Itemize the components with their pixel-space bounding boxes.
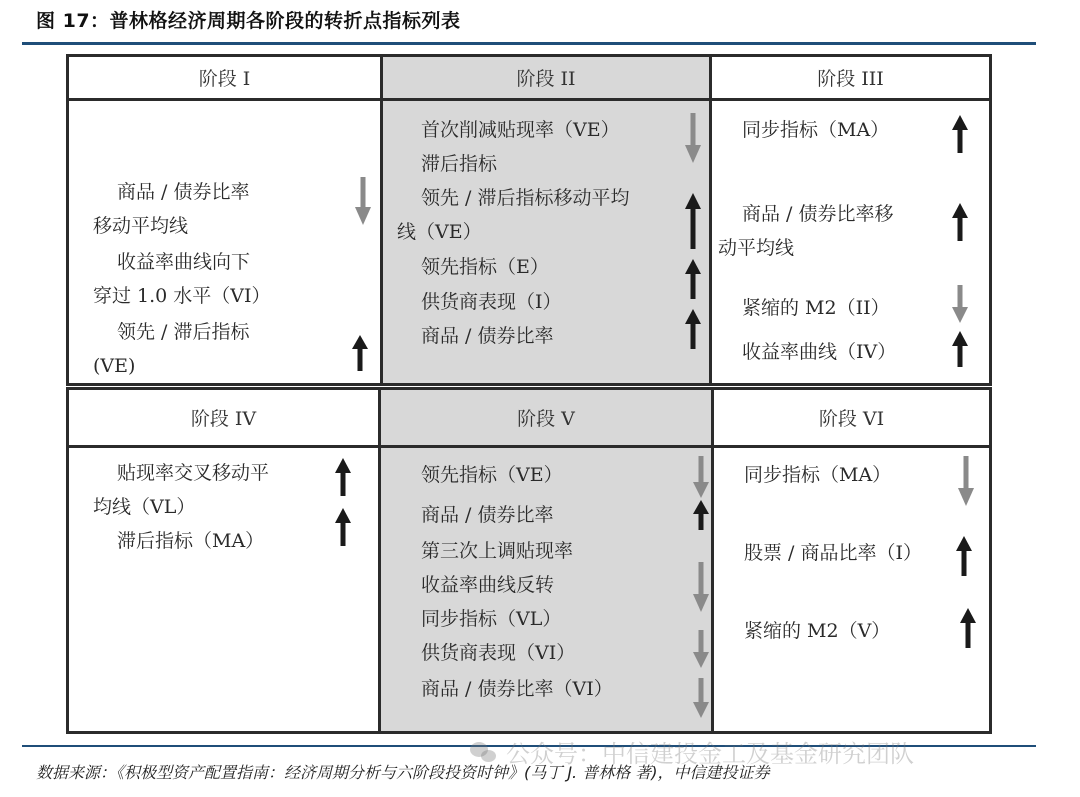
down-arrow-icon bbox=[952, 285, 968, 323]
stage-3-line: 同步指标（MA） bbox=[742, 119, 890, 141]
stage-2-header: 阶段 II bbox=[383, 57, 709, 101]
up-arrow-icon bbox=[952, 115, 968, 153]
watermark-text: 公众号：中信建投金工及基金研究团队 bbox=[506, 740, 914, 768]
up-arrow-icon bbox=[952, 331, 968, 367]
down-arrow-icon bbox=[355, 177, 371, 225]
stage-5-line: 同步指标（VL） bbox=[421, 608, 562, 630]
figure-title: 图 17：普林格经济周期各阶段的转折点指标列表 bbox=[36, 10, 461, 32]
stage-2-line: 线（VE） bbox=[397, 221, 482, 243]
stage-1-line: 收益率曲线向下 bbox=[117, 251, 251, 273]
stage-2-line: 首次削减贴现率（VE） bbox=[421, 119, 620, 141]
down-arrow-icon bbox=[693, 456, 709, 498]
stage-2-line: 供货商表现（I） bbox=[421, 291, 562, 313]
stage-2-line: 滞后指标 bbox=[421, 153, 498, 175]
stage-1-line: (VE) bbox=[93, 355, 136, 377]
up-arrow-icon bbox=[685, 309, 701, 349]
down-arrow-icon bbox=[693, 678, 709, 718]
stage-1-header: 阶段 I bbox=[69, 57, 380, 101]
stage-4-line: 滞后指标（MA） bbox=[117, 530, 265, 552]
down-arrow-icon bbox=[685, 113, 701, 163]
stage-5-line: 商品 / 债券比率 bbox=[421, 504, 554, 526]
stage-6-header: 阶段 VI bbox=[714, 390, 989, 448]
stage-5-line: 供货商表现（VI） bbox=[421, 642, 576, 664]
stage-3-line: 收益率曲线（IV） bbox=[742, 341, 897, 363]
down-arrow-icon bbox=[693, 562, 709, 612]
stage-2-line: 商品 / 债券比率 bbox=[421, 325, 554, 347]
stage-1-line: 领先 / 滞后指标 bbox=[117, 321, 250, 343]
stage-2-line: 领先 / 滞后指标移动平均 bbox=[421, 187, 630, 209]
stage-4-line: 贴现率交叉移动平 bbox=[117, 462, 270, 484]
stage-6-line: 同步指标（MA） bbox=[744, 464, 892, 486]
up-arrow-icon bbox=[352, 335, 368, 371]
up-arrow-icon bbox=[335, 458, 351, 496]
down-arrow-icon bbox=[693, 630, 709, 668]
stage-6-panel bbox=[711, 387, 992, 734]
source-note: 数据来源：《积极型资产配置指南：经济周期分析与六阶段投资时钟》(马丁 J. 普林格 著)，中信建投证券 bbox=[36, 763, 770, 782]
up-arrow-icon bbox=[693, 500, 709, 530]
stage-2-panel bbox=[380, 54, 712, 386]
up-arrow-icon bbox=[685, 193, 701, 249]
stage-3-header: 阶段 III bbox=[712, 57, 989, 101]
stage-6-line: 股票 / 商品比率（I） bbox=[744, 542, 922, 564]
stage-1-line: 移动平均线 bbox=[93, 215, 189, 237]
stage-3-line: 动平均线 bbox=[718, 237, 795, 259]
up-arrow-icon bbox=[335, 508, 351, 546]
stage-5-line: 收益率曲线反转 bbox=[421, 574, 555, 596]
stage-1-line: 商品 / 债券比率 bbox=[117, 181, 250, 203]
stage-3-line: 商品 / 债券比率移 bbox=[742, 203, 894, 225]
stage-4-line: 均线（VL） bbox=[93, 496, 196, 518]
stage-4-header: 阶段 IV bbox=[69, 390, 378, 448]
stage-5-header: 阶段 V bbox=[381, 390, 711, 448]
stage-1-line: 穿过 1.0 水平（VI） bbox=[93, 285, 271, 307]
down-arrow-icon bbox=[958, 456, 974, 506]
up-arrow-icon bbox=[952, 203, 968, 241]
stage-4-panel bbox=[66, 387, 381, 734]
stage-5-line: 第三次上调贴现率 bbox=[421, 540, 574, 562]
stage-6-line: 紧缩的 M2（V） bbox=[744, 620, 891, 642]
stage-1-panel bbox=[66, 54, 383, 386]
up-arrow-icon bbox=[956, 536, 972, 576]
title-rule bbox=[22, 42, 1036, 45]
stage-5-panel bbox=[378, 387, 714, 734]
stage-3-panel bbox=[709, 54, 992, 386]
stage-5-line: 商品 / 债券比率（VI） bbox=[421, 678, 613, 700]
stage-2-line: 领先指标（E） bbox=[421, 256, 549, 278]
stage-5-line: 领先指标（VE） bbox=[421, 464, 563, 486]
stage-3-line: 紧缩的 M2（II） bbox=[742, 297, 890, 319]
up-arrow-icon bbox=[685, 259, 701, 299]
up-arrow-icon bbox=[960, 608, 976, 648]
